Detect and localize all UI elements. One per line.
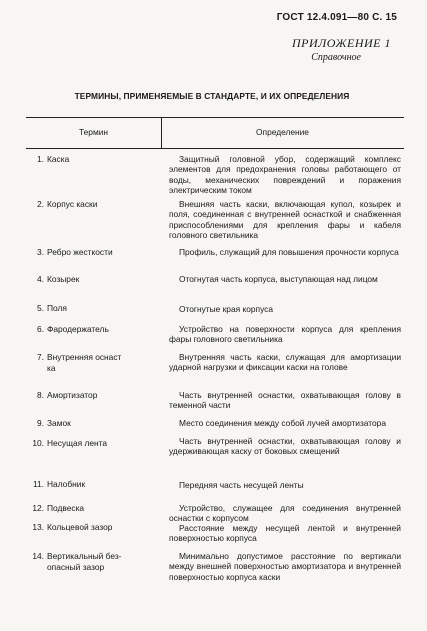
term-row-3 [26,247,154,258]
term-number: 10. [32,438,44,448]
term-text: Налобник [47,479,86,489]
term-number: 8. [37,390,44,400]
term-text: Фародержатель [47,324,109,334]
definition-row-11 [169,480,401,490]
column-header-definition: Определение [256,127,309,137]
term-number: 11. [32,479,44,489]
definition-row-5 [169,304,401,314]
term-text: Подвеска [47,503,85,513]
document-title: ТЕРМИНЫ, ПРИМЕНЯЕМЫЕ В СТАНДАРТЕ, И ИХ ОПРЕДЕЛЕНИЯ [74,91,350,101]
definition-text: Защитный головной убор, содержащий комплекс элементов для предохранения головы работающего от воды, механических повреждений и поражения электрическим током [169,154,401,196]
page-reference: ГОСТ 12.4.091—80 С. 15 [276,12,397,23]
term-text: Поля [47,303,67,313]
term-row-1 [26,154,154,165]
term-row-12 [26,503,154,514]
definition-row-4 [169,274,401,284]
term-text: Каска [47,154,70,164]
term-row-8 [26,390,154,401]
appendix-type: Справочное [311,52,361,63]
definition-text: Минимально допустимое расстояние по вертикали между внешней поверхностью амортизатора и внутренней поверхностью корпуса каски [169,551,401,582]
term-number: 7. [37,352,44,362]
definition-text: Часть внутренней оснастки, охватывающая голову и удерживающая каску от боковых смещений [169,436,401,457]
term-number: 5. [37,303,44,313]
term-text-continued: опасный зазор [47,562,105,572]
definition-text: Отогнутая часть корпуса, выступающая над лицом [179,274,378,284]
definition-row-6 [169,324,401,345]
definition-text: Передняя часть несущей ленты [179,480,304,490]
definition-row-7 [169,352,401,373]
term-text: Вертикальный без- [47,551,122,561]
definition-row-10 [169,436,401,457]
term-row-13 [26,522,154,533]
term-number: 9. [37,418,44,428]
definition-text: Устройство на поверхности корпуса для крепления фары головного светильника [169,324,401,345]
definition-text: Устройство, служащее для соединения внутренней оснастки с корпусом [169,503,401,524]
term-text: Кольцевой зазор [47,522,113,532]
terms-table [26,117,404,608]
term-row-10 [26,438,154,449]
term-row-5 [26,303,154,314]
column-header-term: Термин [78,127,109,137]
term-row-2 [26,199,154,210]
term-number: 1. [37,154,44,164]
definition-text: Внутренняя часть каски, служащая для амортизации ударной нагрузки и фиксации каски на голове [169,352,401,373]
term-row-6 [26,324,154,335]
term-row-4 [26,274,154,285]
header-rule [26,148,404,149]
term-number: 12. [32,503,44,513]
definition-text: Часть внутренней оснастки, охватывающая голову в теменной части [169,390,401,411]
definition-text: Внешняя часть каски, включающая купол, козырек и поля, соединенная с внутренней оснасткой и снабженная приспособлениями для крепления фары и кабеля головного светильника [169,199,401,241]
definition-row-9 [169,418,401,428]
term-text: Внутренняя оснаст [47,352,122,362]
term-text: Ребро жесткости [47,247,113,257]
term-number: 6. [37,324,44,334]
term-text: Корпус каски [47,199,98,209]
term-row-9 [26,418,154,429]
definition-row-3 [169,247,401,257]
term-number: 13. [32,522,44,532]
term-number: 4. [37,274,44,284]
definition-text: Место соединения между собой лучей амортизатора [179,418,386,428]
term-number: 2. [37,199,44,209]
definition-row-12 [169,503,401,524]
term-text: Амортизатор [47,390,98,400]
term-text: Козырек [47,274,80,284]
term-text: Замок [47,418,71,428]
definition-text: Профиль, служащий для повышения прочности корпуса [179,247,399,257]
definition-text: Отогнутые края корпуса [179,304,274,314]
term-row-14 [26,551,154,573]
definition-row-13 [169,523,401,544]
term-row-11 [26,479,154,490]
term-text: Несущая лента [47,438,108,448]
term-number: 3. [37,247,44,257]
appendix-label: ПРИЛОЖЕНИЕ 1 [292,36,391,50]
definition-text: Расстояние между несущей лентой и внутренней поверхностью корпуса [169,523,401,544]
term-row-7 [26,352,154,374]
definition-row-8 [169,390,401,411]
definition-row-14 [169,551,401,582]
term-text-continued: ка [47,363,56,373]
term-number: 14. [32,551,44,561]
definition-row-2 [169,199,401,241]
definition-row-1 [169,154,401,196]
